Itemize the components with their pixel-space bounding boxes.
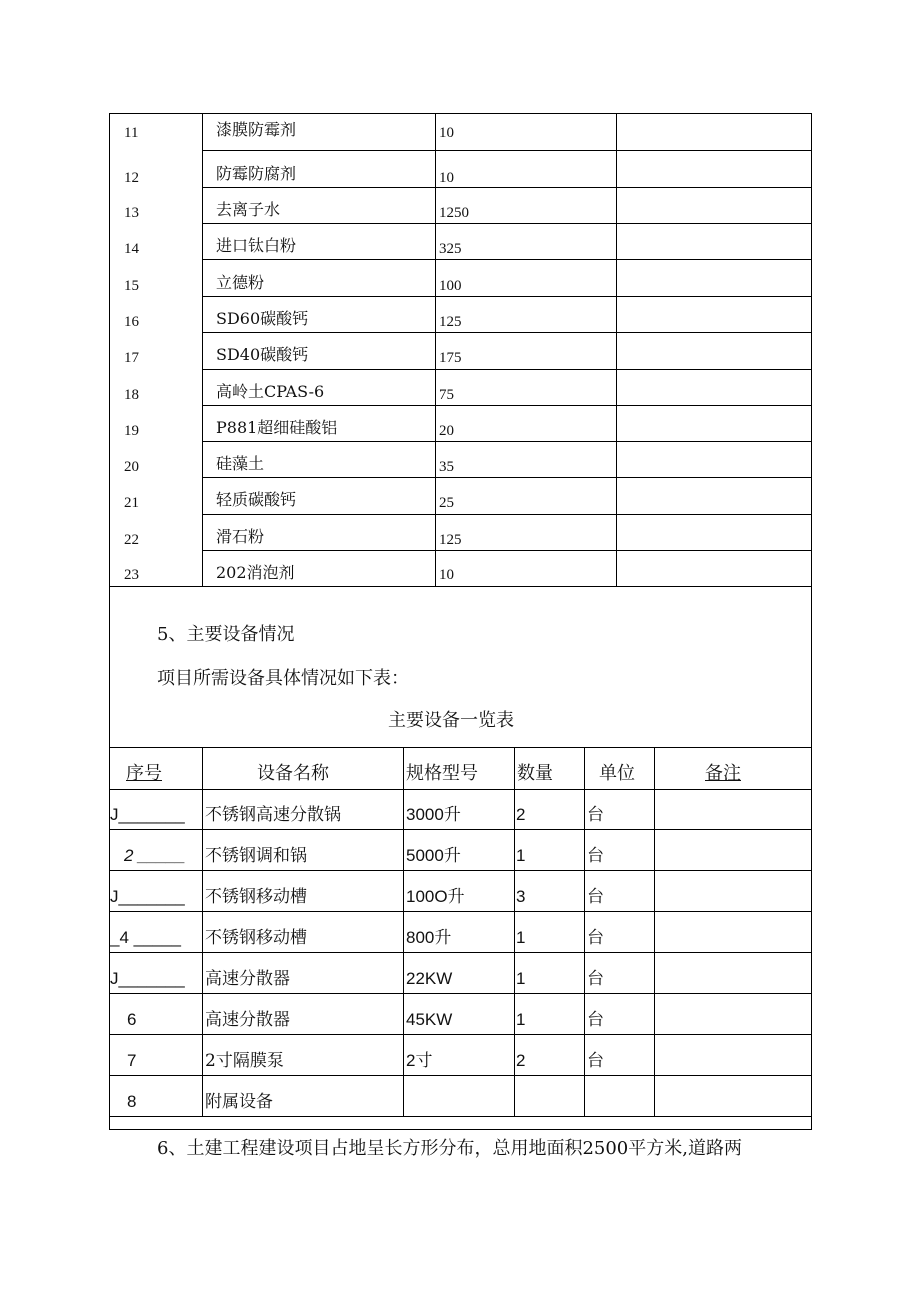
material-no: 18: [124, 387, 139, 403]
material-no: 20: [124, 459, 139, 475]
material-qty: 10: [439, 170, 454, 186]
equipment-no: 6: [127, 1010, 137, 1029]
material-no: 14: [124, 241, 139, 257]
material-qty: 125: [439, 314, 462, 330]
material-name: 去离子水: [216, 200, 281, 219]
material-no: 23: [124, 567, 139, 583]
equipment-name: 不锈钢移动槽: [205, 887, 307, 907]
equipment-no: J_______: [110, 805, 185, 824]
equipment-table-title: 主要设备一览表: [388, 710, 514, 731]
equipment-unit: 台: [587, 1010, 604, 1030]
material-name: 轻质碳酸钙: [216, 490, 297, 509]
header-no: 序号: [126, 763, 162, 784]
material-no: 19: [124, 423, 139, 439]
equipment-unit: 台: [587, 887, 604, 907]
equipment-spec: 3000升: [406, 805, 461, 824]
equipment-qty: 2: [516, 1051, 526, 1070]
material-name: 202消泡剂: [216, 563, 295, 582]
equipment-spec: 100O升: [406, 887, 465, 906]
material-name: 硅藻土: [216, 454, 265, 473]
equipment-name: 附属设备: [205, 1092, 273, 1112]
material-qty: 175: [439, 350, 462, 366]
section-6-text: 6、土建工程建设项目占地呈长方形分布，总用地面积2500平方米,道路两: [157, 1138, 742, 1159]
equipment-unit: 台: [587, 969, 604, 989]
material-name: 滑石粉: [216, 527, 265, 546]
section-5-intro: 项目所需设备具体情况如下表：: [157, 668, 409, 689]
material-no: 17: [124, 350, 139, 366]
material-name: 漆膜防霉剂: [216, 120, 297, 139]
equipment-unit: 台: [587, 1051, 604, 1071]
equipment-qty: 1: [516, 1010, 526, 1029]
equipment-unit: 台: [587, 805, 604, 825]
equipment-name: 不锈钢调和锅: [205, 846, 307, 866]
material-no: 21: [124, 495, 139, 511]
material-qty: 20: [439, 423, 454, 439]
material-no: 13: [124, 205, 139, 221]
section-5-heading: 5、主要设备情况: [157, 624, 295, 645]
equipment-no: 8: [127, 1092, 137, 1111]
material-name: P881超细硅酸铝: [216, 418, 338, 437]
equipment-name: 高速分散器: [205, 1010, 290, 1030]
material-name: SD40碳酸钙: [216, 345, 309, 364]
material-name: 高岭土CPAS-6: [216, 382, 325, 401]
equipment-qty: 1: [516, 846, 526, 865]
equipment-spec: 800升: [406, 928, 452, 947]
equipment-spec: 5000升: [406, 846, 461, 865]
equipment-no: J_______: [110, 969, 185, 988]
material-no: 22: [124, 532, 139, 548]
material-no: 11: [124, 125, 139, 141]
equipment-unit: 台: [587, 928, 604, 948]
header-note: 备注: [705, 763, 741, 784]
equipment-no: 7: [127, 1051, 137, 1070]
header-spec: 规格型号: [406, 763, 478, 784]
material-no: 16: [124, 314, 139, 330]
material-name: 立德粉: [216, 273, 265, 292]
material-qty: 10: [439, 125, 454, 141]
material-qty: 35: [439, 459, 454, 475]
material-qty: 125: [439, 532, 462, 548]
material-name: SD60碳酸钙: [216, 309, 309, 328]
material-no: 15: [124, 278, 139, 294]
material-qty: 1250: [439, 205, 469, 221]
header-name: 设备名称: [257, 763, 329, 784]
equipment-no: J_______: [110, 887, 185, 906]
material-qty: 25: [439, 495, 454, 511]
equipment-name: 不锈钢高速分散锅: [205, 805, 341, 825]
equipment-qty: 1: [516, 928, 526, 947]
equipment-qty: 2: [516, 805, 526, 824]
material-qty: 75: [439, 387, 454, 403]
header-unit: 单位: [599, 763, 635, 784]
equipment-name: 高速分散器: [205, 969, 290, 989]
header-qty: 数量: [517, 763, 553, 784]
material-qty: 325: [439, 241, 462, 257]
material-qty: 10: [439, 567, 454, 583]
equipment-spec: 22KW: [406, 969, 453, 988]
equipment-spec: 45KW: [406, 1010, 453, 1029]
material-name: 防霉防腐剂: [216, 164, 297, 183]
equipment-name: 2寸隔膜泵: [205, 1051, 284, 1071]
equipment-spec: 2寸: [406, 1051, 433, 1070]
equipment-qty: 1: [516, 969, 526, 988]
equipment-no: _4 _____: [110, 928, 181, 947]
material-name: 进口钛白粉: [216, 236, 297, 255]
equipment-unit: 台: [587, 846, 604, 866]
material-qty: 100: [439, 278, 462, 294]
material-no: 12: [124, 170, 139, 186]
equipment-no: 2 _____: [124, 846, 186, 865]
equipment-name: 不锈钢移动槽: [205, 928, 307, 948]
equipment-qty: 3: [516, 887, 526, 906]
